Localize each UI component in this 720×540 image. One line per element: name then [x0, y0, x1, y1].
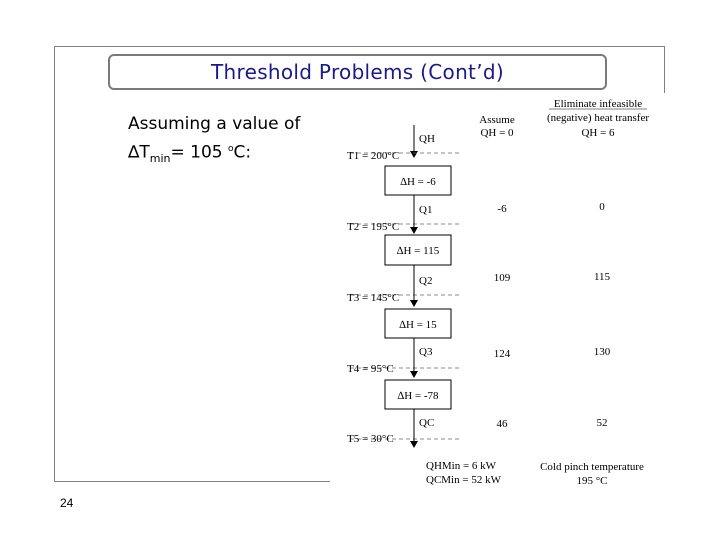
eliminate-header-3: QH = 6 [581, 127, 615, 139]
interval-label-3: ∆H = 15 [399, 319, 437, 331]
slide-title: Threshold Problems (Cont’d) [211, 60, 504, 84]
flow-arrowhead-1 [410, 227, 418, 234]
feasible-value-2: 115 [593, 271, 611, 283]
body-text [128, 112, 300, 171]
assume-value-1: -6 [497, 203, 507, 215]
feasible-value-3: 130 [593, 346, 611, 358]
pinch-value: 195 °C [576, 475, 608, 487]
assume-value-3: 124 [493, 348, 511, 360]
interval-label-4: ∆H = -78 [397, 390, 439, 402]
title-box [108, 54, 607, 90]
temp-label-3: T3 = 145°C [347, 292, 400, 304]
tmin-t: T [139, 142, 150, 163]
pinch-label: Cold pinch temperature [540, 461, 644, 473]
flow-label-1: Q1 [419, 204, 433, 216]
flow-label-4: QC [419, 417, 435, 429]
interval-label-2: ∆H = 115 [396, 245, 440, 257]
heat-cascade-figure [330, 93, 670, 493]
heat-cascade-diagram [330, 93, 670, 493]
assume-header-2: QH = 0 [480, 127, 514, 139]
flow-label-2: Q2 [419, 275, 433, 287]
qh-arrowhead [410, 151, 418, 158]
assume-value-2: 109 [493, 272, 511, 284]
body-line-2 [128, 137, 300, 171]
degree-superscript: o [228, 144, 234, 154]
flow-arrowhead-4 [410, 441, 418, 448]
tmin-unit: C: [233, 142, 252, 163]
qcmin-value: QCMin = 52 kW [426, 474, 501, 486]
tmin-value: = 105 [170, 142, 229, 163]
flow-label-3: Q3 [419, 346, 433, 358]
feasible-value-4: 52 [596, 417, 608, 429]
qh-label: QH [419, 133, 435, 145]
assume-header-1: Assume [479, 114, 515, 126]
eliminate-header-1: Eliminate infeasible [553, 98, 643, 110]
temp-label-4: T4 = 95°C [347, 363, 394, 375]
assume-value-4: 46 [496, 418, 508, 430]
page-number: 24 [60, 496, 74, 510]
temp-label-2: T2 = 195°C [347, 221, 400, 233]
tmin-subscript: min [149, 152, 171, 166]
temp-label-1: T1 = 200°C [347, 150, 400, 162]
delta-symbol: ∆ [128, 142, 140, 163]
interval-label-1: ∆H = -6 [400, 176, 436, 188]
temp-label-5: T5 = 30°C [347, 433, 394, 445]
flow-arrowhead-2 [410, 300, 418, 307]
flow-arrowhead-3 [410, 371, 418, 378]
body-line-1: Assuming a value of [128, 114, 301, 134]
qhmin-value: QHMin = 6 kW [426, 460, 497, 472]
feasible-value-1: 0 [599, 201, 605, 213]
eliminate-header-2: (negative) heat transfer [547, 112, 649, 124]
